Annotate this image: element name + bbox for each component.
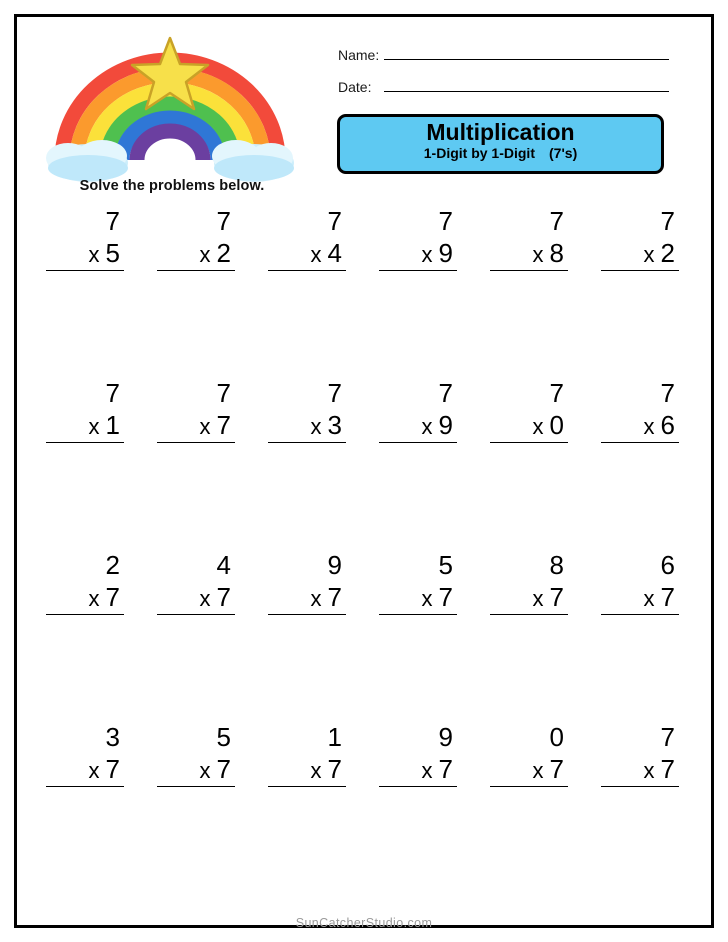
problem-1[interactable] bbox=[46, 206, 124, 271]
problem-multiplier: 7 bbox=[216, 581, 231, 612]
problem-multiplier: 8 bbox=[549, 237, 564, 268]
multiply-operator: x bbox=[310, 585, 322, 611]
problem-multiplicand: 7 bbox=[327, 206, 342, 236]
problem-multiplicand: 7 bbox=[660, 206, 675, 236]
problem-22[interactable] bbox=[379, 722, 457, 787]
multiply-operator: x bbox=[421, 757, 433, 783]
problem-multiplicand: 4 bbox=[216, 550, 231, 580]
subtitle-main: 1-Digit by 1-Digit bbox=[423, 144, 535, 161]
problem-2[interactable] bbox=[157, 206, 235, 271]
problem-multiplier: 7 bbox=[105, 581, 120, 612]
worksheet-title-box bbox=[337, 114, 664, 174]
multiply-operator: x bbox=[421, 585, 433, 611]
name-field-row bbox=[338, 46, 669, 63]
multiply-operator: x bbox=[643, 413, 655, 439]
multiply-operator: x bbox=[643, 241, 655, 267]
problem-multiplier-line bbox=[157, 754, 235, 788]
problem-6[interactable] bbox=[601, 206, 679, 271]
problem-multiplier: 7 bbox=[327, 581, 342, 612]
multiply-operator: x bbox=[88, 241, 100, 267]
problem-multiplier-line bbox=[46, 238, 124, 272]
problem-multiplicand: 7 bbox=[327, 378, 342, 408]
problem-multiplier: 7 bbox=[660, 753, 675, 784]
problem-multiplicand: 7 bbox=[216, 378, 231, 408]
multiply-operator: x bbox=[88, 413, 100, 439]
problem-18[interactable] bbox=[601, 550, 679, 615]
problem-multiplier-line bbox=[490, 582, 568, 616]
multiply-operator: x bbox=[310, 413, 322, 439]
multiply-operator: x bbox=[643, 757, 655, 783]
problem-multiplicand: 7 bbox=[438, 206, 453, 236]
problem-multiplier: 5 bbox=[105, 237, 120, 268]
multiply-operator: x bbox=[532, 757, 544, 783]
multiply-operator: x bbox=[532, 241, 544, 267]
problem-multiplier: 1 bbox=[105, 409, 120, 440]
problem-multiplier-line bbox=[490, 410, 568, 444]
multiply-operator: x bbox=[199, 757, 211, 783]
problem-multiplier: 6 bbox=[660, 409, 675, 440]
problem-multiplier: 7 bbox=[216, 409, 231, 440]
problem-row bbox=[34, 378, 694, 464]
date-input-line[interactable] bbox=[384, 78, 669, 92]
problem-multiplier-line bbox=[157, 410, 235, 444]
problem-multiplier: 7 bbox=[105, 753, 120, 784]
problem-multiplier: 3 bbox=[327, 409, 342, 440]
problem-23[interactable] bbox=[490, 722, 568, 787]
worksheet-subtitle bbox=[340, 145, 661, 162]
problem-multiplier: 9 bbox=[438, 409, 453, 440]
problem-9[interactable] bbox=[268, 378, 346, 443]
problem-multiplier: 4 bbox=[327, 237, 342, 268]
problem-multiplicand: 6 bbox=[660, 550, 675, 580]
problem-multiplier-line bbox=[379, 754, 457, 788]
footer-credit: SunCatcherStudio.com bbox=[295, 916, 433, 930]
multiply-operator: x bbox=[310, 241, 322, 267]
problem-8[interactable] bbox=[157, 378, 235, 443]
problem-3[interactable] bbox=[268, 206, 346, 271]
multiply-operator: x bbox=[421, 413, 433, 439]
problem-row bbox=[34, 206, 694, 292]
problem-multiplicand: 7 bbox=[105, 378, 120, 408]
problem-multiplicand: 3 bbox=[105, 722, 120, 752]
problem-17[interactable] bbox=[490, 550, 568, 615]
problem-multiplicand: 5 bbox=[438, 550, 453, 580]
problem-11[interactable] bbox=[490, 378, 568, 443]
rainbow-illustration bbox=[40, 32, 300, 182]
multiply-operator: x bbox=[199, 241, 211, 267]
problem-multiplier: 7 bbox=[327, 753, 342, 784]
problem-multiplicand: 1 bbox=[327, 722, 342, 752]
problem-12[interactable] bbox=[601, 378, 679, 443]
multiply-operator: x bbox=[532, 413, 544, 439]
problem-multiplicand: 7 bbox=[549, 206, 564, 236]
name-label: Name: bbox=[338, 47, 380, 63]
problem-multiplicand: 7 bbox=[660, 722, 675, 752]
problem-multiplier: 0 bbox=[549, 409, 564, 440]
problem-multiplicand: 8 bbox=[549, 550, 564, 580]
problem-multiplicand: 7 bbox=[549, 378, 564, 408]
problem-20[interactable] bbox=[157, 722, 235, 787]
problem-multiplicand: 5 bbox=[216, 722, 231, 752]
date-field-row bbox=[338, 78, 669, 95]
multiply-operator: x bbox=[199, 413, 211, 439]
problem-multiplier-line bbox=[268, 238, 346, 272]
problem-multiplier-line bbox=[268, 582, 346, 616]
multiply-operator: x bbox=[88, 757, 100, 783]
problem-multiplicand: 0 bbox=[549, 722, 564, 752]
multiply-operator: x bbox=[421, 241, 433, 267]
problem-multiplier-line bbox=[268, 410, 346, 444]
problem-multiplier: 9 bbox=[438, 237, 453, 268]
problem-multiplier: 2 bbox=[216, 237, 231, 268]
problem-multiplier: 7 bbox=[216, 753, 231, 784]
cloud-icon bbox=[212, 140, 294, 182]
problem-5[interactable] bbox=[490, 206, 568, 271]
multiply-operator: x bbox=[310, 757, 322, 783]
problem-multiplier: 7 bbox=[549, 753, 564, 784]
problem-multiplicand: 9 bbox=[438, 722, 453, 752]
page-title: Multiplication bbox=[426, 119, 575, 145]
problem-multiplier-line bbox=[601, 582, 679, 616]
worksheet-header bbox=[30, 26, 698, 206]
multiply-operator: x bbox=[199, 585, 211, 611]
problem-multiplier-line bbox=[379, 238, 457, 272]
date-label: Date: bbox=[338, 79, 372, 95]
problem-4[interactable] bbox=[379, 206, 457, 271]
problem-24[interactable] bbox=[601, 722, 679, 787]
subtitle-set: (7's) bbox=[549, 144, 578, 161]
rainbow-icon bbox=[40, 32, 300, 182]
name-input-line[interactable] bbox=[384, 46, 669, 60]
problem-multiplier-line bbox=[490, 754, 568, 788]
problem-16[interactable] bbox=[379, 550, 457, 615]
problem-19[interactable] bbox=[46, 722, 124, 787]
problem-row bbox=[34, 722, 694, 808]
multiply-operator: x bbox=[532, 585, 544, 611]
problem-multiplier-line bbox=[379, 410, 457, 444]
problem-15[interactable] bbox=[268, 550, 346, 615]
problem-multiplier-line bbox=[157, 582, 235, 616]
problem-row bbox=[34, 550, 694, 636]
problem-7[interactable] bbox=[46, 378, 124, 443]
problem-multiplicand: 7 bbox=[660, 378, 675, 408]
problem-multiplicand: 7 bbox=[105, 206, 120, 236]
multiply-operator: x bbox=[88, 585, 100, 611]
problem-21[interactable] bbox=[268, 722, 346, 787]
problem-multiplier-line bbox=[379, 582, 457, 616]
problem-multiplier: 7 bbox=[438, 581, 453, 612]
multiply-operator: x bbox=[643, 585, 655, 611]
problem-14[interactable] bbox=[157, 550, 235, 615]
problem-multiplier-line bbox=[46, 754, 124, 788]
problem-multiplier-line bbox=[46, 410, 124, 444]
problem-multiplier-line bbox=[157, 238, 235, 272]
instruction-text: Solve the problems below. bbox=[79, 178, 265, 194]
problem-10[interactable] bbox=[379, 378, 457, 443]
problem-multiplier-line bbox=[268, 754, 346, 788]
problem-multiplier-line bbox=[601, 410, 679, 444]
problem-grid bbox=[34, 206, 694, 886]
problem-multiplier-line bbox=[490, 238, 568, 272]
problem-multiplicand: 7 bbox=[216, 206, 231, 236]
cloud-icon bbox=[46, 140, 128, 182]
problem-multiplicand: 2 bbox=[105, 550, 120, 580]
problem-multiplier: 7 bbox=[660, 581, 675, 612]
problem-multiplier-line bbox=[601, 754, 679, 788]
problem-multiplicand: 9 bbox=[327, 550, 342, 580]
problem-multiplier: 7 bbox=[438, 753, 453, 784]
problem-multiplier: 7 bbox=[549, 581, 564, 612]
problem-multiplicand: 7 bbox=[438, 378, 453, 408]
problem-13[interactable] bbox=[46, 550, 124, 615]
problem-multiplier-line bbox=[601, 238, 679, 272]
problem-multiplier: 2 bbox=[660, 237, 675, 268]
problem-multiplier-line bbox=[46, 582, 124, 616]
